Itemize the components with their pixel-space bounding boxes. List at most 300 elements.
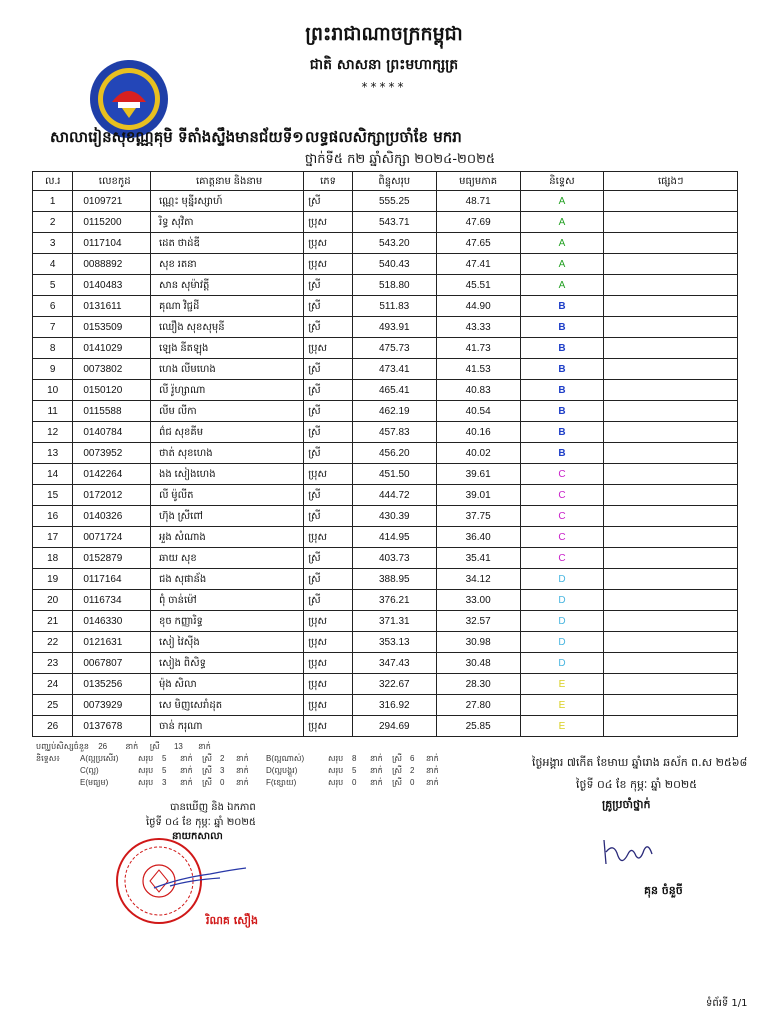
total-score: 294.69 — [352, 716, 436, 737]
student-name: រិទ្ធ សុវិតា — [151, 212, 304, 233]
student-sex: ស្រី — [304, 485, 353, 506]
student-id: 0067807 — [73, 653, 151, 674]
grade-summary-cell: សរុប — [328, 766, 344, 775]
row-number: 24 — [33, 674, 73, 695]
student-sex: ស្រី — [304, 548, 353, 569]
average-score: 47.41 — [436, 254, 520, 275]
note-cell — [604, 359, 738, 380]
average-score: 44.90 — [436, 296, 520, 317]
average-score: 30.48 — [436, 653, 520, 674]
table-row — [33, 296, 738, 317]
school-name: សាលារៀនសុខណ្ណគុមិ ទីតាំងស្ទឹងមានជ័យទី១ — [50, 128, 304, 146]
grade-summary-cell: នាក់ — [180, 778, 193, 787]
note-cell — [604, 422, 738, 443]
note-cell — [604, 716, 738, 737]
row-number: 18 — [33, 548, 73, 569]
student-sex: ស្រី — [304, 506, 353, 527]
table-row — [33, 254, 738, 275]
row-number: 7 — [33, 317, 73, 338]
student-sex: ស្រី — [304, 422, 353, 443]
teacher-signature — [598, 832, 658, 872]
table-row — [33, 611, 738, 632]
student-id: 0137678 — [73, 716, 151, 737]
average-score: 47.69 — [436, 212, 520, 233]
grade-summary-cell: នាក់ — [370, 754, 383, 763]
average-score: 41.73 — [436, 338, 520, 359]
grade-cell: A — [520, 233, 604, 254]
table-row — [33, 674, 738, 695]
table-row — [33, 380, 738, 401]
grade-summary-cell: B(ល្អណាស់) — [266, 754, 305, 763]
average-score: 39.61 — [436, 464, 520, 485]
student-id: 0121631 — [73, 632, 151, 653]
summary-value: 13 — [173, 742, 183, 751]
student-name: ដេត ថាដ់ឌី — [151, 233, 304, 254]
student-name: លីម លីកា — [151, 401, 304, 422]
grade-summary-cell: 8 — [352, 754, 357, 763]
student-name: ខុច កញ្ញារិទ្ធ — [151, 611, 304, 632]
results-table — [32, 171, 738, 737]
student-id: 0141029 — [73, 338, 151, 359]
grade-summary-cell: នាក់ — [236, 766, 249, 775]
grade-summary-cell: សរុប — [328, 778, 344, 787]
average-score: 25.85 — [436, 716, 520, 737]
note-cell — [604, 590, 738, 611]
row-number: 13 — [33, 443, 73, 464]
summary-text: ស្រី — [149, 742, 160, 751]
row-number: 10 — [33, 380, 73, 401]
student-sex: ប្រុស — [304, 695, 353, 716]
total-score: 403.73 — [352, 548, 436, 569]
student-id: 0150120 — [73, 380, 151, 401]
average-score: 28.30 — [436, 674, 520, 695]
student-name: ងង សៀងហេង — [151, 464, 304, 485]
table-row — [33, 716, 738, 737]
student-id: 0152879 — [73, 548, 151, 569]
student-sex: ស្រី — [304, 359, 353, 380]
total-score: 511.83 — [352, 296, 436, 317]
row-number: 12 — [33, 422, 73, 443]
note-cell — [604, 611, 738, 632]
note-cell — [604, 632, 738, 653]
row-number: 2 — [33, 212, 73, 233]
grade-summary-cell: ស្រី — [392, 754, 402, 763]
grade-summary-cell: នាក់ — [236, 778, 249, 787]
grade-summary-cell: នាក់ — [180, 766, 193, 775]
grade-summary-cell: ស្រី — [202, 754, 212, 763]
student-sex: ស្រី — [304, 191, 353, 212]
grade-summary-row — [36, 777, 448, 789]
average-score: 43.33 — [436, 317, 520, 338]
student-name: គុណា វិជ្ជដី — [151, 296, 304, 317]
grades-label: និទ្ទេស៖ — [36, 754, 60, 763]
student-id: 0073952 — [73, 443, 151, 464]
total-score: 462.19 — [352, 401, 436, 422]
note-cell — [604, 275, 738, 296]
total-score: 457.83 — [352, 422, 436, 443]
grade-summary-cell: 5 — [162, 754, 167, 763]
summary-total-line — [36, 741, 448, 753]
student-name: ព៌ជ សុខគីម — [151, 422, 304, 443]
total-score: 543.71 — [352, 212, 436, 233]
grade-summary-cell: ស្រី — [392, 778, 402, 787]
grade-cell: A — [520, 212, 604, 233]
student-sex: ប្រុស — [304, 716, 353, 737]
note-cell — [604, 233, 738, 254]
total-score: 465.41 — [352, 380, 436, 401]
grade-summary-cell: 2 — [410, 766, 415, 775]
row-number: 3 — [33, 233, 73, 254]
table-row — [33, 632, 738, 653]
student-id: 0115200 — [73, 212, 151, 233]
student-id: 0140784 — [73, 422, 151, 443]
student-name: ឈឿង សុខសុមុនី — [151, 317, 304, 338]
summary-value: 26 — [98, 742, 108, 751]
grade-cell: B — [520, 422, 604, 443]
average-score: 40.16 — [436, 422, 520, 443]
grade-cell: E — [520, 695, 604, 716]
grade-summary-cell: 3 — [220, 766, 225, 775]
header-average: មធ្យមភាគ — [436, 172, 520, 191]
table-row — [33, 464, 738, 485]
table-row — [33, 275, 738, 296]
grade-cell: C — [520, 548, 604, 569]
table-row — [33, 317, 738, 338]
average-score: 33.00 — [436, 590, 520, 611]
table-row — [33, 548, 738, 569]
row-number: 16 — [33, 506, 73, 527]
header-sex: ភេទ — [304, 172, 353, 191]
student-name: ជង សុផាន័ង — [151, 569, 304, 590]
stars-divider: ***** — [361, 80, 407, 94]
student-id: 0172012 — [73, 485, 151, 506]
note-cell — [604, 527, 738, 548]
note-cell — [604, 254, 738, 275]
row-number: 6 — [33, 296, 73, 317]
grade-cell: B — [520, 401, 604, 422]
student-sex: ប្រុស — [304, 611, 353, 632]
row-number: 26 — [33, 716, 73, 737]
student-name: ចាន់ ករុណា — [151, 716, 304, 737]
grade-summary-cell: C(ល្អ) — [80, 766, 99, 775]
result-title: លទ្ធផលសិក្សាប្រចាំខែ មករា — [305, 128, 462, 146]
average-score: 30.98 — [436, 632, 520, 653]
row-number: 8 — [33, 338, 73, 359]
grade-summary-cell: សរុប — [328, 754, 344, 763]
total-score: 493.91 — [352, 317, 436, 338]
grade-summary-cell: 6 — [410, 754, 415, 763]
header-grade: និទ្ទេស — [520, 172, 604, 191]
average-score: 27.80 — [436, 695, 520, 716]
student-id: 0140326 — [73, 506, 151, 527]
kingdom-title: ព្រះរាជាណាចក្រកម្ពុជា — [305, 23, 463, 45]
table-row — [33, 485, 738, 506]
total-score: 430.39 — [352, 506, 436, 527]
student-name: លី រ៉ូហ្សាណា — [151, 380, 304, 401]
student-sex: ប្រុស — [304, 653, 353, 674]
grade-summary-cell: 5 — [352, 766, 357, 775]
page-number: ទំព័រទី 1/1 — [706, 998, 748, 1009]
table-row — [33, 422, 738, 443]
student-sex: ស្រី — [304, 590, 353, 611]
student-name: សេ មិញសេរាំដុត — [151, 695, 304, 716]
note-cell — [604, 674, 738, 695]
total-score: 540.43 — [352, 254, 436, 275]
student-name: ឡេង នីតឡុង — [151, 338, 304, 359]
total-score: 376.21 — [352, 590, 436, 611]
header-name: គោត្តនាម និងនាម — [151, 172, 304, 191]
student-name: ណ្ណេះ មុន្នីរស្សាហ៍ — [151, 191, 304, 212]
student-id: 0140483 — [73, 275, 151, 296]
total-score: 543.20 — [352, 233, 436, 254]
student-sex: ស្រី — [304, 443, 353, 464]
director-title: នាយកសាលា — [172, 831, 223, 842]
director-name: រិណគ សឿង — [206, 914, 258, 927]
summary-text: នាក់ — [125, 742, 139, 751]
teacher-date: ថ្ងៃទី ០៤ ខែ កុម្ភៈ ឆ្នាំ ២០២៥ — [576, 778, 698, 791]
student-name: ម៉ុង សិលា — [151, 674, 304, 695]
average-score: 40.83 — [436, 380, 520, 401]
table-row — [33, 590, 738, 611]
note-cell — [604, 653, 738, 674]
student-sex: ប្រុស — [304, 338, 353, 359]
grade-cell: C — [520, 464, 604, 485]
average-score: 40.02 — [436, 443, 520, 464]
grade-cell: D — [520, 653, 604, 674]
grade-cell: E — [520, 716, 604, 737]
row-number: 20 — [33, 590, 73, 611]
row-number: 21 — [33, 611, 73, 632]
note-cell — [604, 464, 738, 485]
row-number: 4 — [33, 254, 73, 275]
grade-summary-cell: នាក់ — [370, 766, 383, 775]
note-cell — [604, 443, 738, 464]
average-score: 34.12 — [436, 569, 520, 590]
total-score: 555.25 — [352, 191, 436, 212]
student-sex: ស្រី — [304, 569, 353, 590]
student-sex: ប្រុស — [304, 254, 353, 275]
note-cell — [604, 317, 738, 338]
table-row — [33, 212, 738, 233]
national-motto: ជាតិ សាសនា ព្រះមហាក្សត្រ — [309, 57, 459, 73]
average-score: 39.01 — [436, 485, 520, 506]
grade-summary-cell: 0 — [352, 778, 357, 787]
grade-cell: D — [520, 611, 604, 632]
note-cell — [604, 548, 738, 569]
table-row — [33, 191, 738, 212]
header-id: លេខកូដ — [73, 172, 151, 191]
grade-cell: B — [520, 359, 604, 380]
grade-summary-cell: សរុប — [138, 766, 154, 775]
student-id: 0073802 — [73, 359, 151, 380]
student-id: 0109721 — [73, 191, 151, 212]
row-number: 5 — [33, 275, 73, 296]
grade-summary-row — [36, 753, 448, 765]
student-id: 0073929 — [73, 695, 151, 716]
grade-cell: B — [520, 380, 604, 401]
director-date: ថ្ងៃទី ០៤ ខែ កុម្ភៈ ឆ្នាំ ២០២៥ — [146, 817, 257, 828]
note-cell — [604, 338, 738, 359]
student-id: 0088892 — [73, 254, 151, 275]
grade-summary-cell: ស្រី — [202, 766, 212, 775]
row-number: 15 — [33, 485, 73, 506]
table-row — [33, 338, 738, 359]
note-cell — [604, 506, 738, 527]
grade-summary-cell: នាក់ — [180, 754, 193, 763]
table-row — [33, 569, 738, 590]
student-sex: ស្រី — [304, 317, 353, 338]
student-id: 0135256 — [73, 674, 151, 695]
grade-summary — [36, 753, 448, 789]
total-score: 451.50 — [352, 464, 436, 485]
note-cell — [604, 485, 738, 506]
student-name: ហ៊ុង ស្រីពៅ — [151, 506, 304, 527]
student-name: ពុំ ចាន់ម៉ៅ — [151, 590, 304, 611]
lunar-date: ថ្ងៃអង្គារ ៧កើត ខែមាឃ ឆ្នាំរោង ឆស័ក ព.ស ២៥៦៨ — [532, 756, 748, 769]
student-id: 0153509 — [73, 317, 151, 338]
student-sex: ប្រុស — [304, 464, 353, 485]
total-score: 518.80 — [352, 275, 436, 296]
grade-summary-cell: 2 — [220, 754, 225, 763]
student-sex: ស្រី — [304, 296, 353, 317]
total-score: 388.95 — [352, 569, 436, 590]
header-note: ផ្សេងៗ — [604, 172, 738, 191]
grade-summary-cell: នាក់ — [426, 766, 439, 775]
grade-summary-cell: សរុប — [138, 778, 154, 787]
summary-text: នាក់ — [198, 742, 211, 751]
row-number: 14 — [33, 464, 73, 485]
grade-cell: D — [520, 590, 604, 611]
student-id: 0116734 — [73, 590, 151, 611]
student-sex: ស្រី — [304, 401, 353, 422]
note-cell — [604, 569, 738, 590]
student-sex: ស្រី — [304, 380, 353, 401]
average-score: 41.53 — [436, 359, 520, 380]
total-score: 347.43 — [352, 653, 436, 674]
grade-cell: A — [520, 191, 604, 212]
director-signature — [150, 858, 250, 898]
student-name: សៀ វៃស៊ីង — [151, 632, 304, 653]
grade-summary-cell: E(មធ្យម) — [80, 778, 109, 787]
row-number: 9 — [33, 359, 73, 380]
grade-cell: D — [520, 569, 604, 590]
grade-summary-cell: នាក់ — [426, 754, 439, 763]
grade-summary-row — [36, 765, 448, 777]
note-cell — [604, 212, 738, 233]
table-row — [33, 527, 738, 548]
student-name: លី ម៉ូលីត — [151, 485, 304, 506]
table-header-row — [33, 172, 738, 191]
student-id: 0117164 — [73, 569, 151, 590]
class-year-line: ថ្នាក់ទី៥ ក២ ឆ្នាំសិក្សា ២០២៤-២០២៥ — [304, 152, 496, 167]
row-number: 19 — [33, 569, 73, 590]
note-cell — [604, 695, 738, 716]
total-score: 456.20 — [352, 443, 436, 464]
student-sex: ប្រុស — [304, 527, 353, 548]
table-row — [33, 695, 738, 716]
grade-summary-cell: នាក់ — [236, 754, 249, 763]
table-row — [33, 443, 738, 464]
student-sex: ប្រុស — [304, 212, 353, 233]
student-id: 0142264 — [73, 464, 151, 485]
average-score: 40.54 — [436, 401, 520, 422]
row-number: 23 — [33, 653, 73, 674]
total-score: 316.92 — [352, 695, 436, 716]
total-score: 322.67 — [352, 674, 436, 695]
grade-summary-cell: នាក់ — [426, 778, 439, 787]
grade-cell: C — [520, 527, 604, 548]
row-number: 11 — [33, 401, 73, 422]
total-score: 475.73 — [352, 338, 436, 359]
approval-label: បានឃើញ និង ឯកភាព — [170, 802, 256, 813]
grade-summary-cell: 5 — [162, 766, 167, 775]
table-row — [33, 233, 738, 254]
note-cell — [604, 296, 738, 317]
grade-summary-cell: A(ល្អប្រសើរ) — [80, 754, 119, 763]
student-id: 0117104 — [73, 233, 151, 254]
grade-summary-cell: 3 — [162, 778, 167, 787]
grade-summary-cell: សរុប — [138, 754, 154, 763]
average-score: 32.57 — [436, 611, 520, 632]
grade-summary-cell: ស្រី — [392, 766, 402, 775]
summary-text: បញ្ឈប់សិស្សចំនួន — [36, 742, 90, 751]
header-total: ពិន្ទុសរុប — [352, 172, 436, 191]
student-name: សាន សុម៉ាវត្តី — [151, 275, 304, 296]
grade-cell: B — [520, 443, 604, 464]
student-sex: ប្រុស — [304, 674, 353, 695]
total-score: 444.72 — [352, 485, 436, 506]
grade-cell: C — [520, 485, 604, 506]
grade-cell: B — [520, 317, 604, 338]
total-score: 473.41 — [352, 359, 436, 380]
student-id: 0071724 — [73, 527, 151, 548]
teacher-name: គុន ចំនួចី — [644, 884, 683, 897]
row-number: 17 — [33, 527, 73, 548]
summary-block — [36, 741, 448, 789]
total-score: 414.95 — [352, 527, 436, 548]
teacher-title: គ្រូប្រចាំថ្នាក់ — [602, 798, 651, 811]
student-name: សុខ រតនា — [151, 254, 304, 275]
grade-cell: A — [520, 254, 604, 275]
student-id: 0115588 — [73, 401, 151, 422]
grade-summary-cell: នាក់ — [370, 778, 383, 787]
student-sex: ប្រុស — [304, 632, 353, 653]
student-id: 0131611 — [73, 296, 151, 317]
average-score: 47.65 — [436, 233, 520, 254]
row-number: 25 — [33, 695, 73, 716]
grade-summary-cell: 0 — [220, 778, 225, 787]
average-score: 37.75 — [436, 506, 520, 527]
table-row — [33, 359, 738, 380]
average-score: 45.51 — [436, 275, 520, 296]
grade-cell: B — [520, 338, 604, 359]
grade-cell: C — [520, 506, 604, 527]
student-name: ថាត់ សុខហេង — [151, 443, 304, 464]
total-score: 371.31 — [352, 611, 436, 632]
note-cell — [604, 380, 738, 401]
student-sex: ប្រុស — [304, 233, 353, 254]
grade-cell: B — [520, 296, 604, 317]
grade-summary-cell: ស្រី — [202, 778, 212, 787]
grade-cell: A — [520, 275, 604, 296]
average-score: 48.71 — [436, 191, 520, 212]
student-name: ហេង លីមហេង — [151, 359, 304, 380]
grade-cell: D — [520, 632, 604, 653]
grade-summary-cell: 0 — [410, 778, 415, 787]
student-name: អួង សំណាង — [151, 527, 304, 548]
row-number: 1 — [33, 191, 73, 212]
student-sex: ស្រី — [304, 275, 353, 296]
